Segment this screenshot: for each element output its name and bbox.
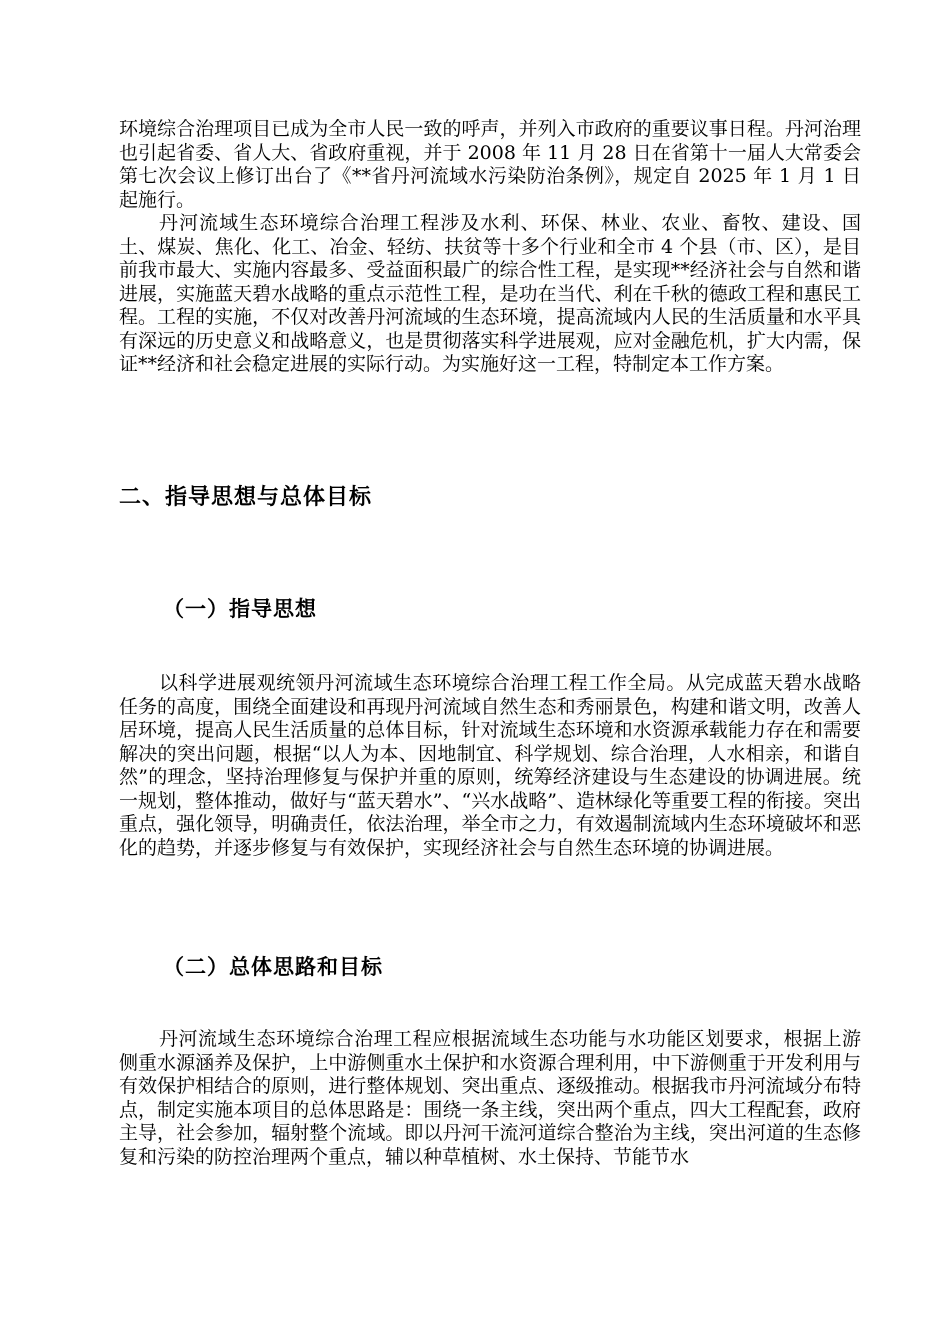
intro-section [119, 118, 861, 377]
intro-paragraph-2: 丹河流域生态环境综合治理工程涉及水利、环保、林业、农业、畜牧、建设、国土、煤炭、焦化、化工、冶金、轻纺、扶贫等十多个行业和全市 4 个县（市、区），是目前我市最大、实施内容最多、受益面积最广的综合性工程，是实现**经济社会与自然和谐进展，实施蓝天碧水战略的重点示范性工程，是功在当代、利在千秋的德政工程和惠民工程。工程的实施，不仅对改善丹河流域的生态环境，提高流域内人民的生活质量和水平具有深远的历史意义和战略意义，也是贯彻落实科学进展观，应对金融危机，扩大内需，保证**经济和社会稳定进展的实际行动。为实施好这一工程，特制定本工作方案。 [119, 212, 861, 375]
intro-paragraph-1: 环境综合治理项目已成为全市人民一致的呼声，并列入市政府的重要议事日程。丹河治理也引起省委、省人大、省政府重视，并于 2008 年 11 月 28 日在省第十一届人大常委会第七次会议上修订出台了《**省丹河流域水污染防治条例》，规定自 2025 年 1 月 1 日起施行。 [119, 118, 861, 211]
guiding-ideology-paragraph: 以科学进展观统领丹河流域生态环境综合治理工程工作全局。从完成蓝天碧水战略任务的高度，围绕全面建设和再现丹河流域自然生态和秀丽景色，构建和谐文明，改善人居环境，提高人民生活质量的总体目标，针对流域生态环境和水资源承载能力存在和需要解决的突出问题，根据“以人为本、因地制宜、科学规划、综合治理，人水相亲，和谐自然”的理念，坚持治理修复与保护并重的原则，统筹经济建设与生态建设的协调进展。统一规划，整体推动，做好与“蓝天碧水”、“兴水战略”、造林绿化等重要工程的衔接。突出重点，强化领导，明确责任，依法治理，举全市之力，有效遏制流域内生态环境破坏和恶化的趋势，并逐步修复与有效保护，实现经济社会与自然生态环境的协调进展。 [119, 672, 861, 859]
subsection-heading-overall-approach-and-goals: （二）总体思路和目标 [163, 955, 383, 979]
section-heading-guiding-ideology-and-goals: 二、指导思想与总体目标 [119, 485, 373, 510]
guiding-ideology-section [119, 672, 861, 860]
overall-approach-section [119, 1028, 861, 1169]
overall-approach-paragraph: 丹河流域生态环境综合治理工程应根据流域生态功能与水功能区划要求，根据上游侧重水源涵养及保护，上中游侧重水土保护和水资源合理利用，中下游侧重于开发利用与有效保护相结合的原则，进行整体规划、突出重点、逐级推动。根据我市丹河流域分布特点，制定实施本项目的总体思路是：围绕一条主线，突出两个重点，四大工程配套，政府主导，社会参加，辐射整个流域。即以丹河干流河道综合整治为主线，突出河道的生态修复和污染的防控治理两个重点，辅以种草植树、水土保持、节能节水 [119, 1028, 861, 1168]
subsection-heading-guiding-ideology: （一）指导思想 [163, 597, 317, 621]
